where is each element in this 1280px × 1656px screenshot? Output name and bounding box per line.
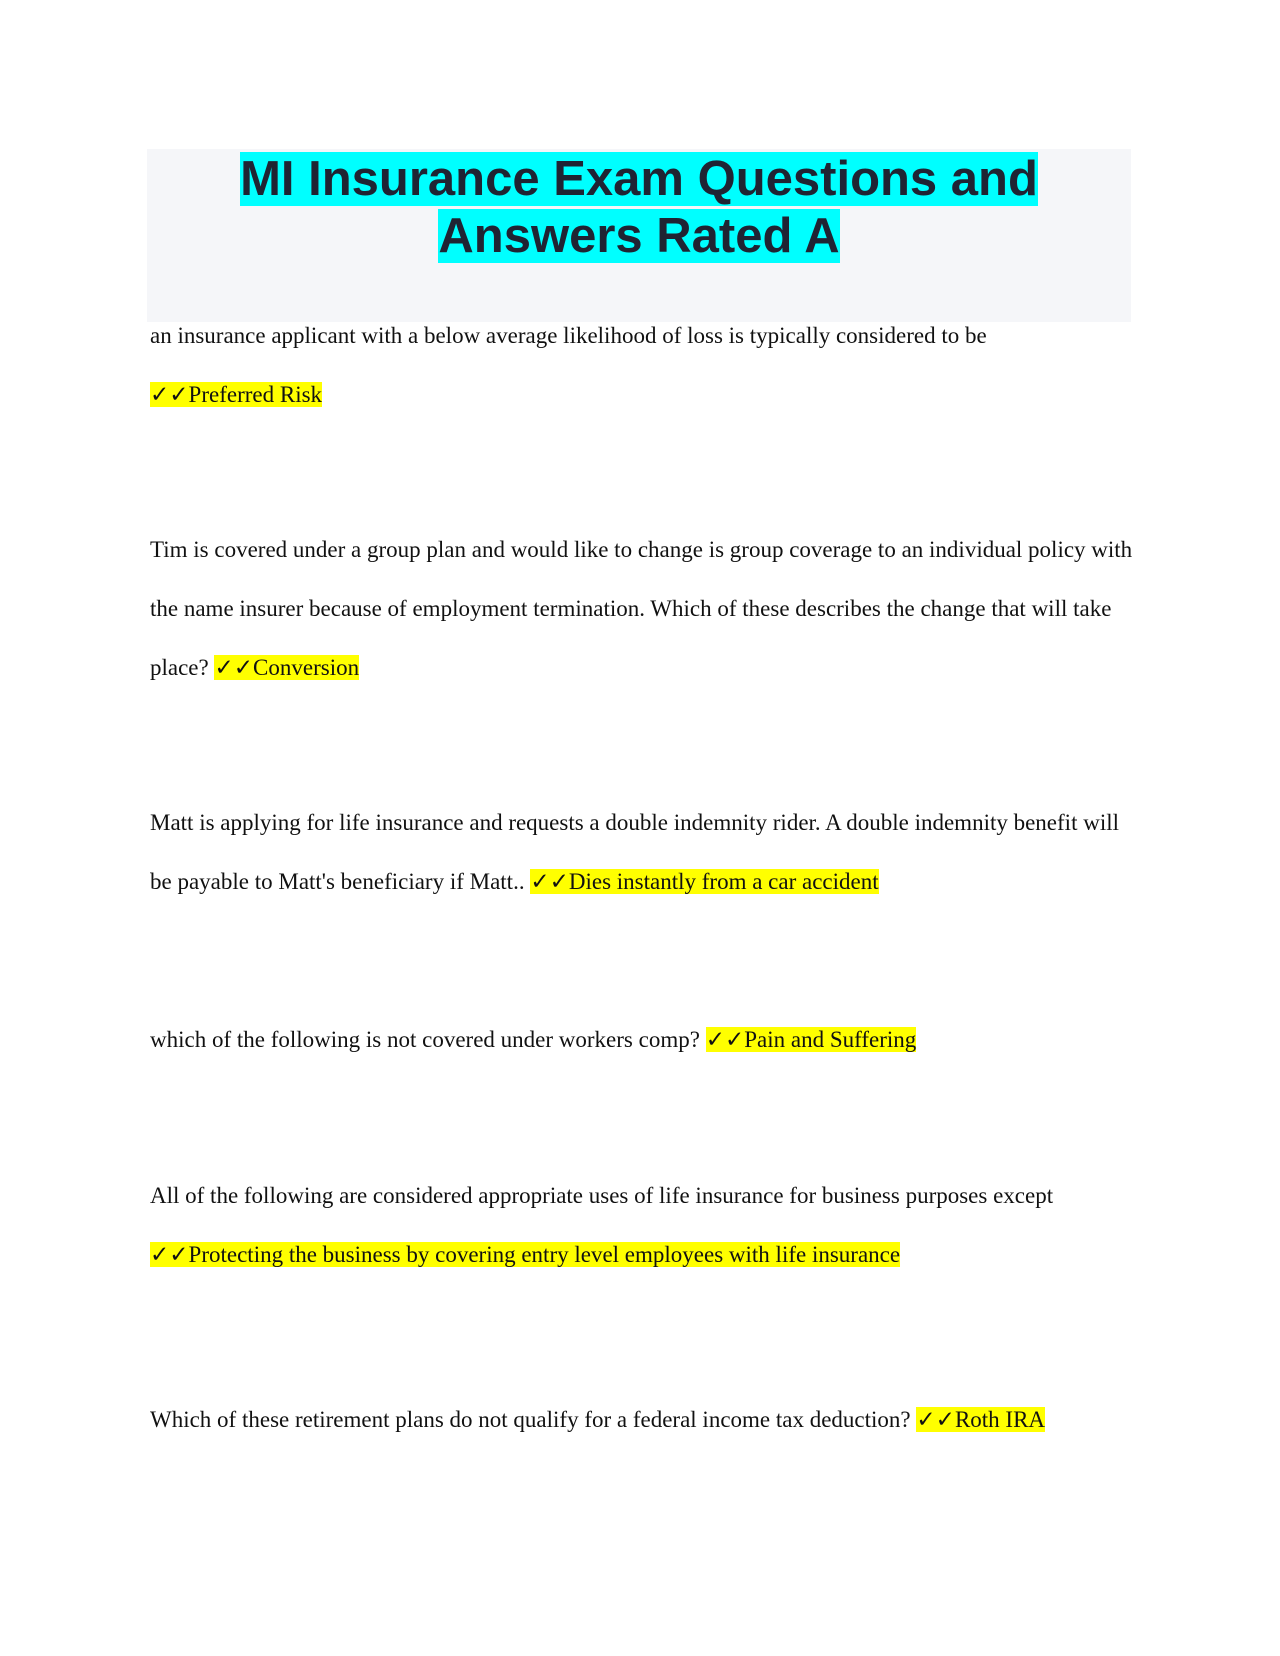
page-title — [147, 149, 1131, 265]
question-text: Tim is covered under a group plan and would like to change is group coverage to an individual policy with the name insurer because of employment termination. Which of these describes the change that will take place? — [150, 537, 1133, 680]
qa-item-4 — [150, 1010, 1140, 1069]
question-text: All of the following are considered appropriate uses of life insurance for business purposes except — [150, 1183, 1054, 1208]
check-icon: ✓✓ — [705, 1027, 745, 1052]
check-icon: ✓✓ — [214, 655, 254, 680]
answer-highlight — [706, 1027, 917, 1052]
answer-text: Roth IRA — [954, 1407, 1046, 1432]
check-icon: ✓✓ — [150, 1242, 189, 1267]
answer-highlight — [916, 1407, 1045, 1432]
answer-text: Pain and Suffering — [744, 1027, 917, 1052]
title-box — [147, 149, 1131, 322]
qa-item-3 — [150, 793, 1140, 911]
check-icon: ✓✓ — [530, 869, 569, 894]
answer-highlight — [150, 382, 322, 407]
answer-highlight — [214, 655, 359, 680]
check-icon: ✓✓ — [916, 1407, 955, 1432]
title-line-2: Answers Rated A — [438, 209, 840, 263]
qa-item-6 — [150, 1390, 1160, 1449]
answer-text: Dies instantly from a car accident — [568, 869, 879, 894]
qa-item-2 — [150, 520, 1140, 697]
answer-text: Protecting the business by covering entry level employees with life insurance — [188, 1242, 901, 1267]
question-text: an insurance applicant with a below average likelihood of loss is typically considered to be — [150, 323, 987, 348]
answer-text: Conversion — [253, 655, 360, 680]
answer-text: Preferred Risk — [188, 382, 323, 407]
qa-item-1 — [150, 306, 1140, 424]
qa-item-5 — [150, 1166, 1140, 1284]
question-text: which of the following is not covered under workers comp? — [150, 1027, 706, 1052]
check-icon: ✓✓ — [150, 382, 189, 407]
question-text: Which of these retirement plans do not qualify for a federal income tax deduction? — [150, 1407, 917, 1432]
answer-highlight — [530, 869, 878, 894]
question-text: Matt is applying for life insurance and requests a double indemnity rider. A double indemnity benefit will be payable to Matt's beneficiary if Matt.. — [150, 810, 1119, 894]
title-line-1: MI Insurance Exam Questions and — [240, 152, 1038, 206]
answer-highlight — [150, 1242, 900, 1267]
